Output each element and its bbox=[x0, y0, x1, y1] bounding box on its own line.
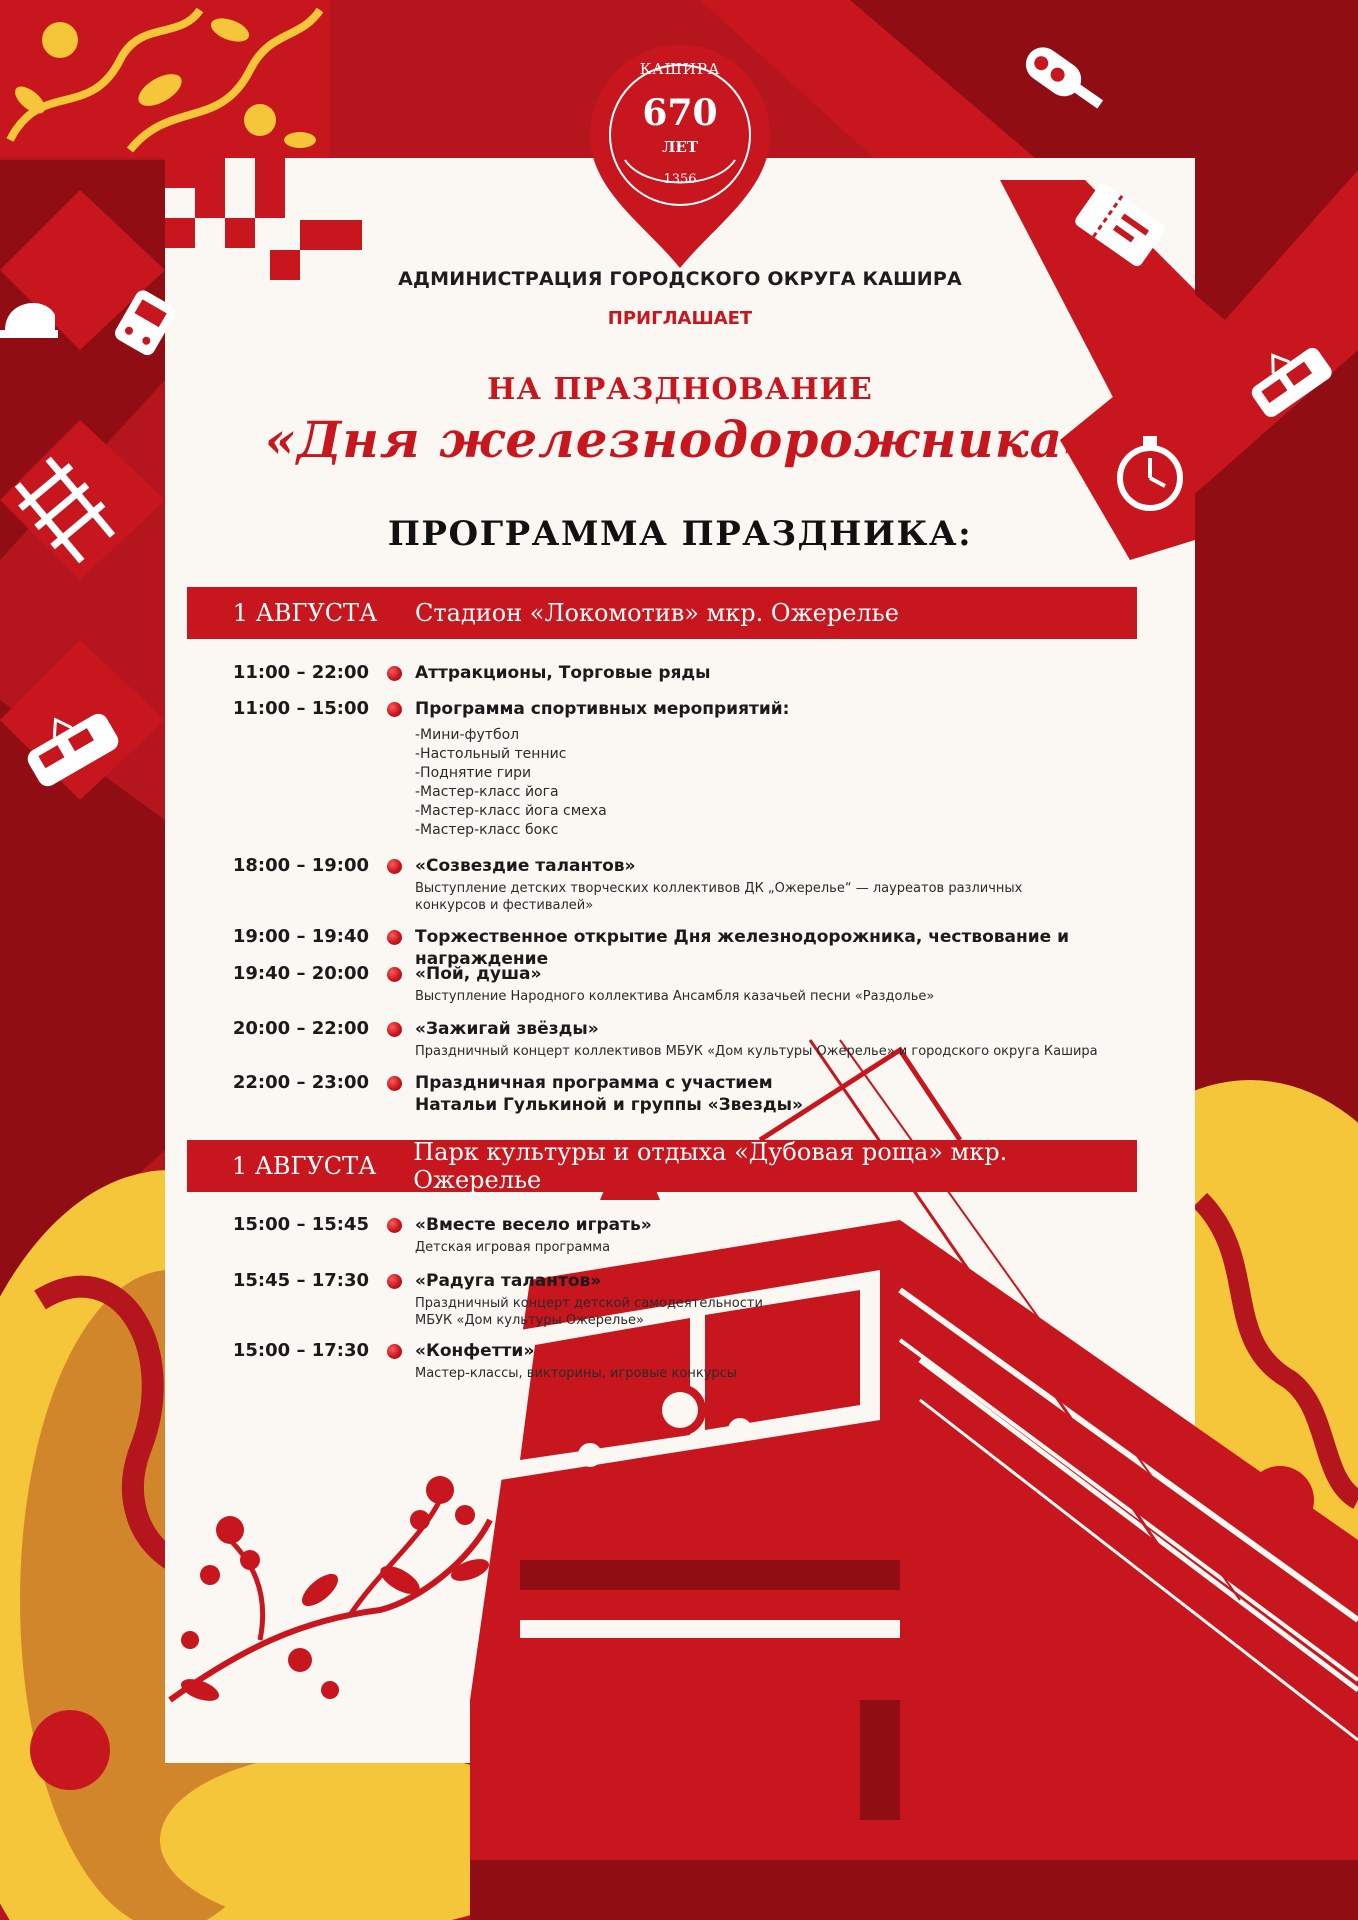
bullet-icon bbox=[387, 666, 402, 681]
list-item: -Мастер-класс йога bbox=[415, 784, 559, 800]
sports-list bbox=[415, 726, 1175, 840]
event-description bbox=[415, 1295, 1175, 1329]
rail-track-icon bbox=[10, 455, 120, 565]
helmet-icon bbox=[0, 280, 60, 350]
event-time: 15:45 – 17:30 bbox=[232, 1270, 369, 1291]
bullet-icon bbox=[387, 1344, 402, 1359]
event-title-line-2: Натальи Гулькиной и группы «Звезды» bbox=[415, 1095, 803, 1115]
event-title: «Вместе весело играть» bbox=[415, 1215, 652, 1235]
event-description: Детская игровая программа bbox=[415, 1240, 611, 1255]
bullet-icon bbox=[387, 1274, 402, 1289]
description-line: Выступление детских творческих коллективов ДК „Ожерелье“ — лауреатов различных bbox=[415, 881, 1023, 896]
bullet-icon bbox=[387, 702, 402, 717]
list-item: -Поднятие гири bbox=[415, 765, 532, 781]
logo-years: ЛЕТ bbox=[662, 138, 698, 156]
list-item: -Мастер-класс бокс bbox=[415, 822, 559, 838]
bullet-icon bbox=[387, 967, 402, 982]
list-item: -Настольный теннис bbox=[415, 746, 567, 762]
list-item: -Мини-футбол bbox=[415, 727, 520, 743]
rowan-branch-ornament bbox=[170, 1476, 492, 1705]
event-title: «Зажигай звёзды» bbox=[415, 1019, 599, 1039]
section-1-venue: Стадион «Локомотив» мкр. Ожерелье bbox=[415, 599, 899, 627]
event-time: 11:00 – 15:00 bbox=[232, 698, 369, 719]
program-heading: ПРОГРАММА ПРАЗДНИКА: bbox=[387, 514, 973, 554]
event-title: «Конфетти» bbox=[415, 1341, 535, 1361]
logo-city: КАШИРА bbox=[639, 60, 721, 78]
event-time: 19:40 – 20:00 bbox=[232, 963, 369, 984]
bullet-icon bbox=[387, 859, 402, 874]
description-line: МБУК «Дом культуры Ожерелье» bbox=[415, 1313, 644, 1328]
event-time: 15:00 – 17:30 bbox=[232, 1340, 369, 1361]
section-1-date: 1 АВГУСТА bbox=[232, 599, 378, 627]
logo-number: 670 bbox=[642, 92, 718, 134]
section-2-date: 1 АВГУСТА bbox=[231, 1152, 377, 1180]
logo-founding-year: 1356 bbox=[663, 172, 697, 187]
event-title: «Созвездие талантов» bbox=[415, 856, 636, 876]
event-time: 15:00 – 15:45 bbox=[232, 1214, 369, 1235]
event-time: 20:00 – 22:00 bbox=[232, 1018, 369, 1039]
event-description: Мастер-классы, викторины, игровые конкурсы bbox=[415, 1366, 738, 1381]
tram-icon bbox=[1235, 335, 1345, 425]
event-description: Праздничный концерт коллективов МБУК «Дом культуры Ожерелье» и городского округа Кашира bbox=[415, 1044, 1098, 1059]
event-time: 18:00 – 19:00 bbox=[232, 855, 369, 876]
celebration-subtitle: НА ПРАЗДНОВАНИЕ bbox=[487, 372, 873, 407]
carriage-icon bbox=[18, 700, 128, 800]
anniversary-logo bbox=[585, 40, 775, 272]
event-title: «Пой, душа» bbox=[415, 964, 542, 984]
invites-label: ПРИГЛАШАЕТ bbox=[607, 308, 753, 329]
bullet-icon bbox=[387, 1022, 402, 1037]
section-1-bar bbox=[187, 587, 1137, 639]
list-item: -Мастер-класс йога смеха bbox=[415, 803, 607, 819]
event-time: 11:00 – 22:00 bbox=[232, 662, 369, 683]
event-title: «Дня железнодорожника» bbox=[264, 410, 1096, 469]
event-title: Аттракционы, Торговые ряды bbox=[415, 663, 711, 683]
section-2-venue: Парк культуры и отдыха «Дубовая роща» мкр. Ожерелье bbox=[413, 1138, 1008, 1194]
event-description bbox=[415, 880, 1175, 914]
event-time: 19:00 – 19:40 bbox=[232, 926, 369, 947]
event-title: Праздничная программа с участием bbox=[415, 1073, 773, 1093]
bullet-icon bbox=[387, 1218, 402, 1233]
event-title: Программа спортивных мероприятий: bbox=[415, 699, 790, 719]
event-title: «Радуга талантов» bbox=[415, 1271, 602, 1291]
event-time: 22:00 – 23:00 bbox=[232, 1072, 369, 1093]
organizer-title: АДМИНИСТРАЦИЯ ГОРОДСКОГО ОКРУГА КАШИРА bbox=[398, 268, 962, 290]
description-line: конкурсов и фестивалей» bbox=[415, 898, 594, 913]
bullet-icon bbox=[387, 1076, 402, 1091]
traffic-light-icon bbox=[1005, 30, 1115, 130]
event-title: Торжественное открытие Дня железнодорожника, чествование и награждение bbox=[415, 927, 1070, 969]
ticket-icon bbox=[1065, 175, 1175, 275]
bullet-icon bbox=[387, 930, 402, 945]
section-2-bar bbox=[187, 1140, 1137, 1192]
description-line: Праздничный концерт детской самодеятельности bbox=[415, 1296, 763, 1311]
event-description: Выступление Народного коллектива Ансамбля казачьей песни «Раздолье» bbox=[415, 989, 935, 1004]
